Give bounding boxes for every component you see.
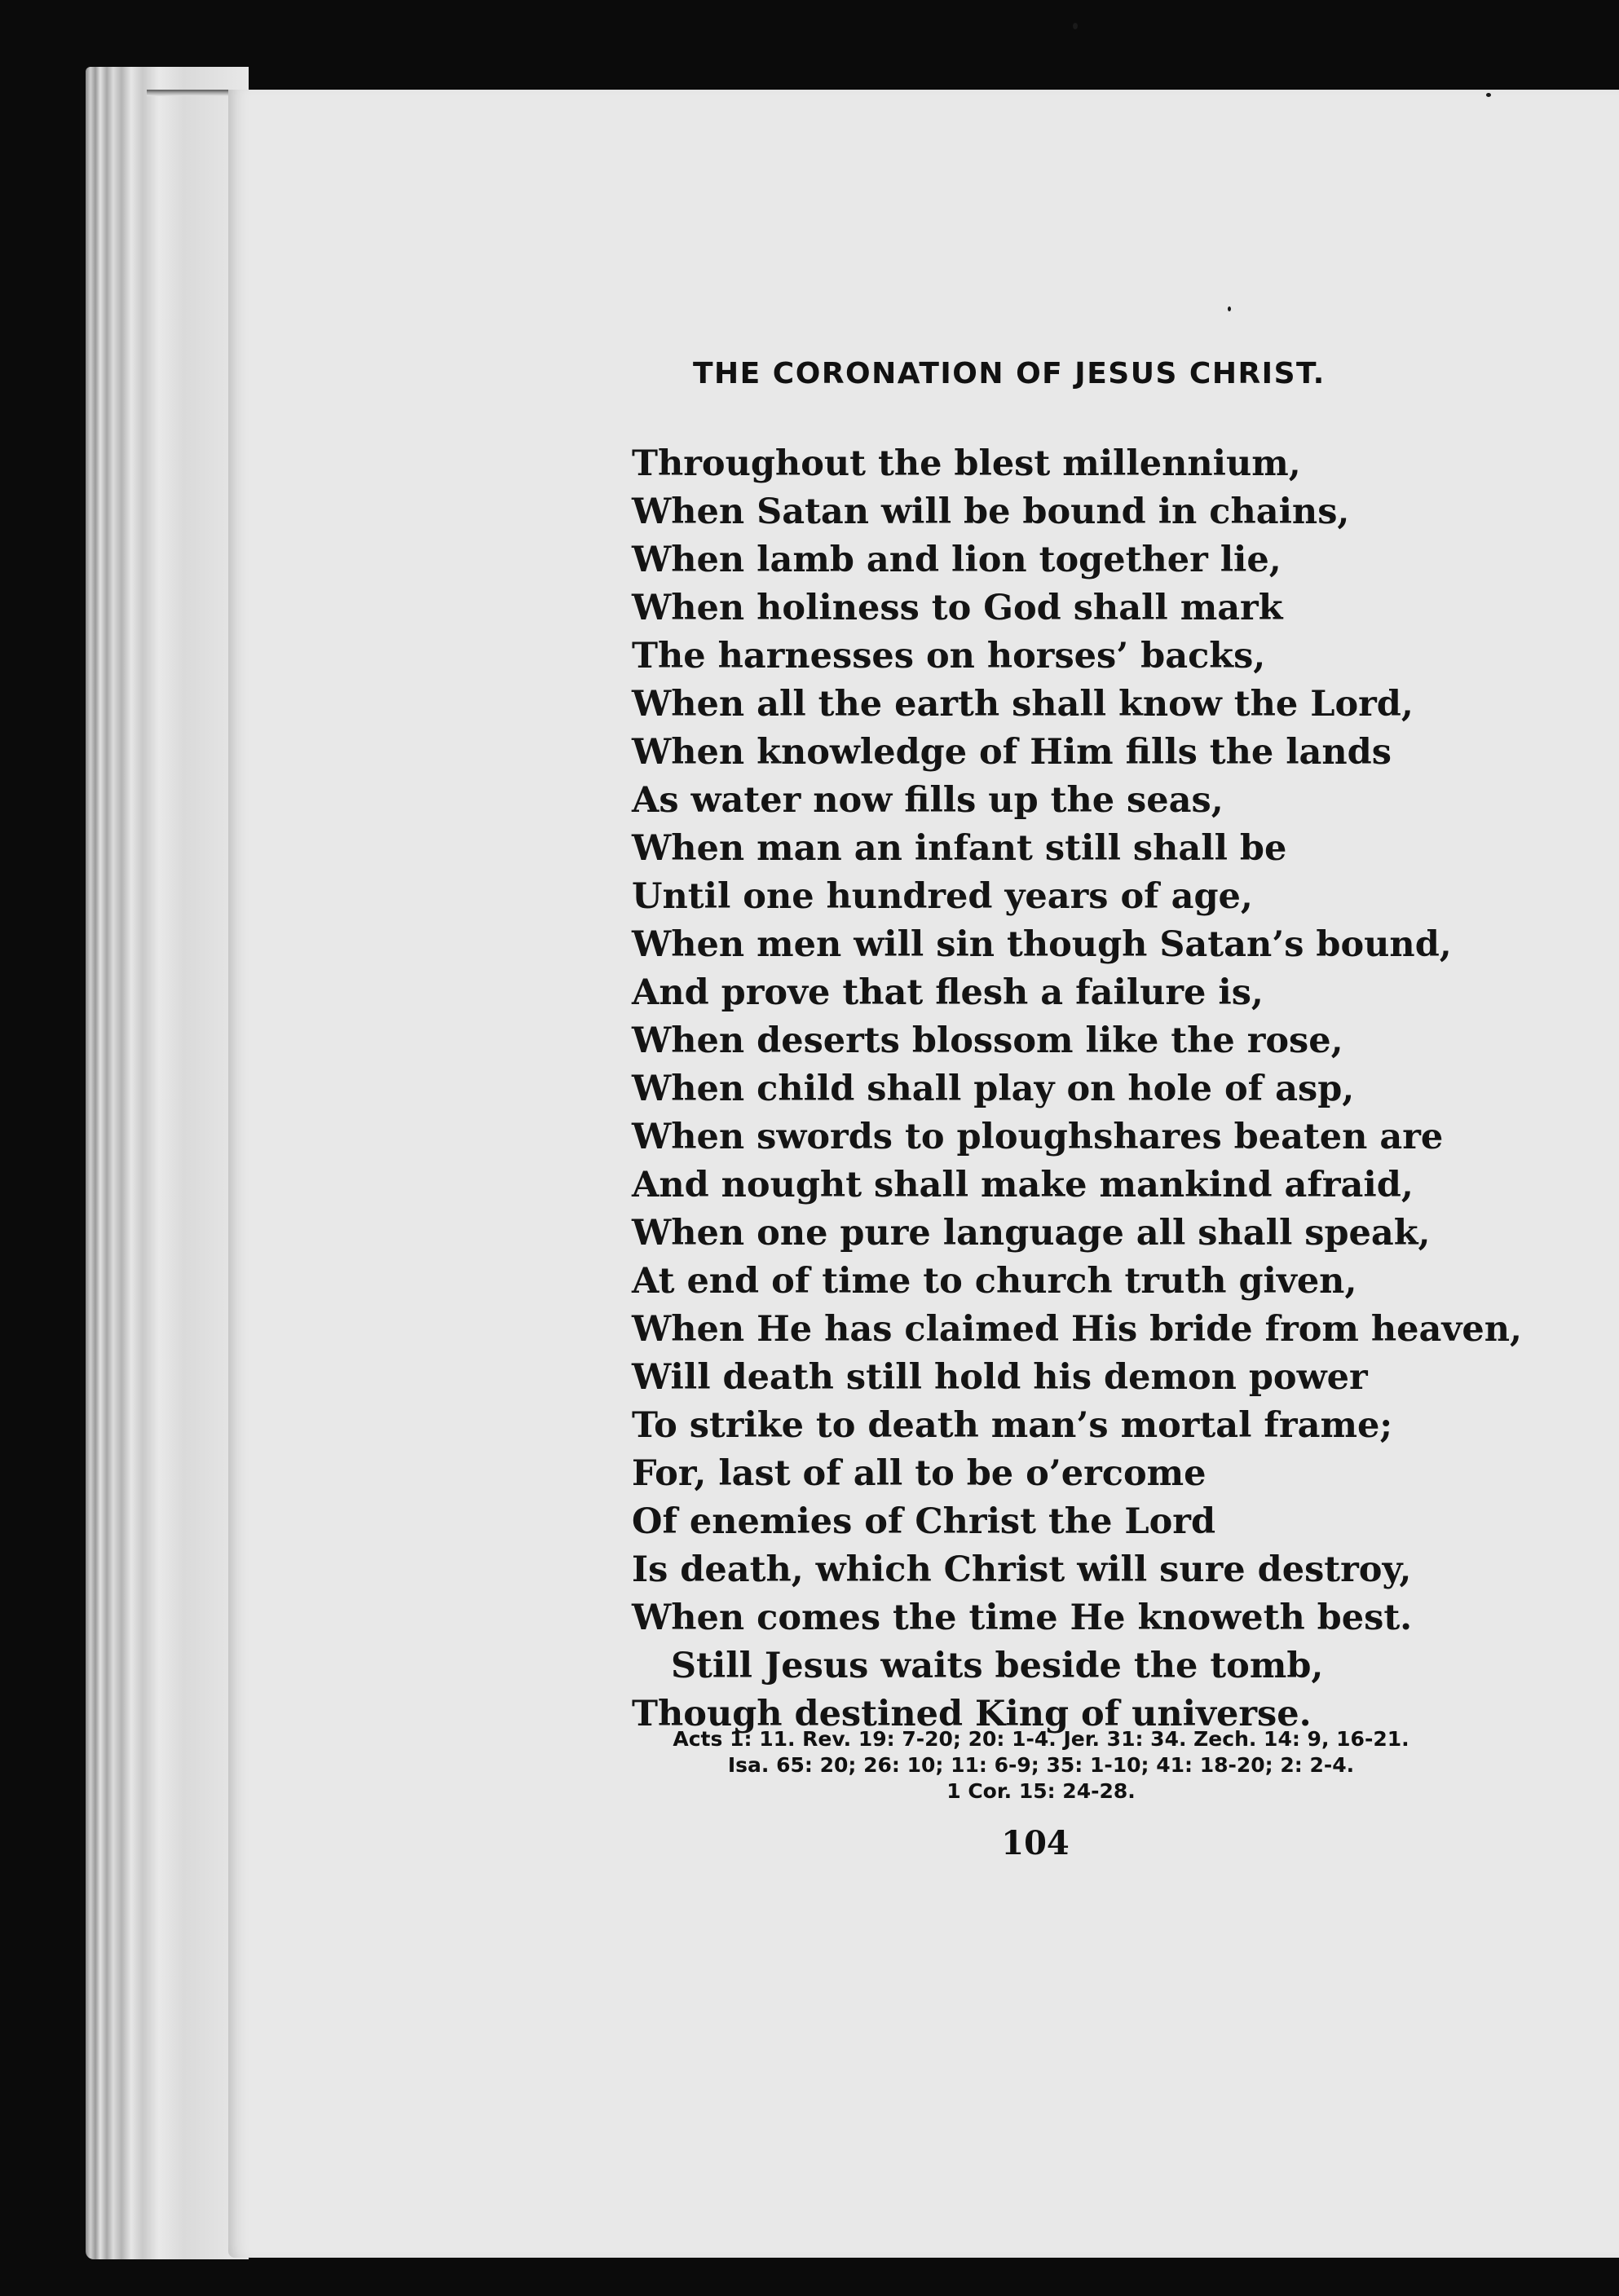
page-number: 104 [1001, 1824, 1070, 1862]
poem-text [632, 440, 1522, 1739]
poem-line: Until one hundred years of age, [632, 876, 1253, 917]
poem-line: Though destined King of universe. [632, 1694, 1312, 1734]
poem-line: For, last of all to be o’ercome [632, 1453, 1207, 1494]
poem-line: Still Jesus waits beside the tomb, [671, 1646, 1324, 1686]
poem-line: When holiness to God shall mark [632, 588, 1283, 628]
reference-line: Isa. 65: 20; 26: 10; 11: 6-9; 35: 1-10; 41: 18-20; 2: 2-4. [727, 1753, 1355, 1777]
page-edges [86, 67, 249, 2259]
poem-line: As water now fills up the seas, [632, 780, 1224, 821]
poem-line: When Satan will be bound in chains, [632, 491, 1350, 532]
poem-line: And prove that flesh a failure is, [632, 972, 1264, 1013]
poem-line: When men will sin though Satan’s bound, [632, 924, 1452, 965]
poem-line: Of enemies of Christ the Lord [632, 1501, 1216, 1542]
poem-line: Throughout the blest millennium, [632, 443, 1301, 484]
poem-line: When child shall play on hole of asp, [632, 1069, 1355, 1109]
reference-line: Acts 1: 11. Rev. 19: 7-20; 20: 1-4. Jer. 31: 34. Zech. 14: 9, 16-21. [673, 1727, 1409, 1751]
poem-line: When all the earth shall know the Lord, [632, 684, 1414, 725]
dust-speck [1228, 306, 1231, 311]
page-title: THE CORONATION OF JESUS CHRIST. [693, 357, 1326, 390]
reference-line: 1 Cor. 15: 24-28. [946, 1779, 1136, 1803]
poem-line: And nought shall make mankind afraid, [632, 1165, 1414, 1205]
poem-line: When man an infant still shall be [632, 828, 1287, 869]
poem-line: The harnesses on horses’ backs, [632, 636, 1266, 676]
poem-line: When He has claimed His bride from heaven, [632, 1309, 1522, 1350]
poem-line: When lamb and lion together lie, [632, 540, 1282, 580]
dust-speck [1073, 23, 1078, 29]
scripture-references [548, 1726, 1534, 1805]
poem-line: Will death still hold his demon power [632, 1357, 1368, 1398]
poem-line: Is death, which Christ will sure destroy, [632, 1549, 1412, 1590]
poem-line: To strike to death man’s mortal frame; [632, 1405, 1393, 1446]
poem-line: At end of time to church truth given, [632, 1261, 1357, 1302]
dust-speck [1486, 93, 1491, 97]
poem-line: When one pure language all shall speak, [632, 1213, 1431, 1254]
poem-line: When swords to ploughshares beaten are [632, 1117, 1444, 1157]
poem-line: When comes the time He knoweth best. [632, 1598, 1413, 1638]
poem-line: When deserts blossom like the rose, [632, 1020, 1343, 1061]
poem-line: When knowledge of Him fills the lands [632, 732, 1392, 773]
